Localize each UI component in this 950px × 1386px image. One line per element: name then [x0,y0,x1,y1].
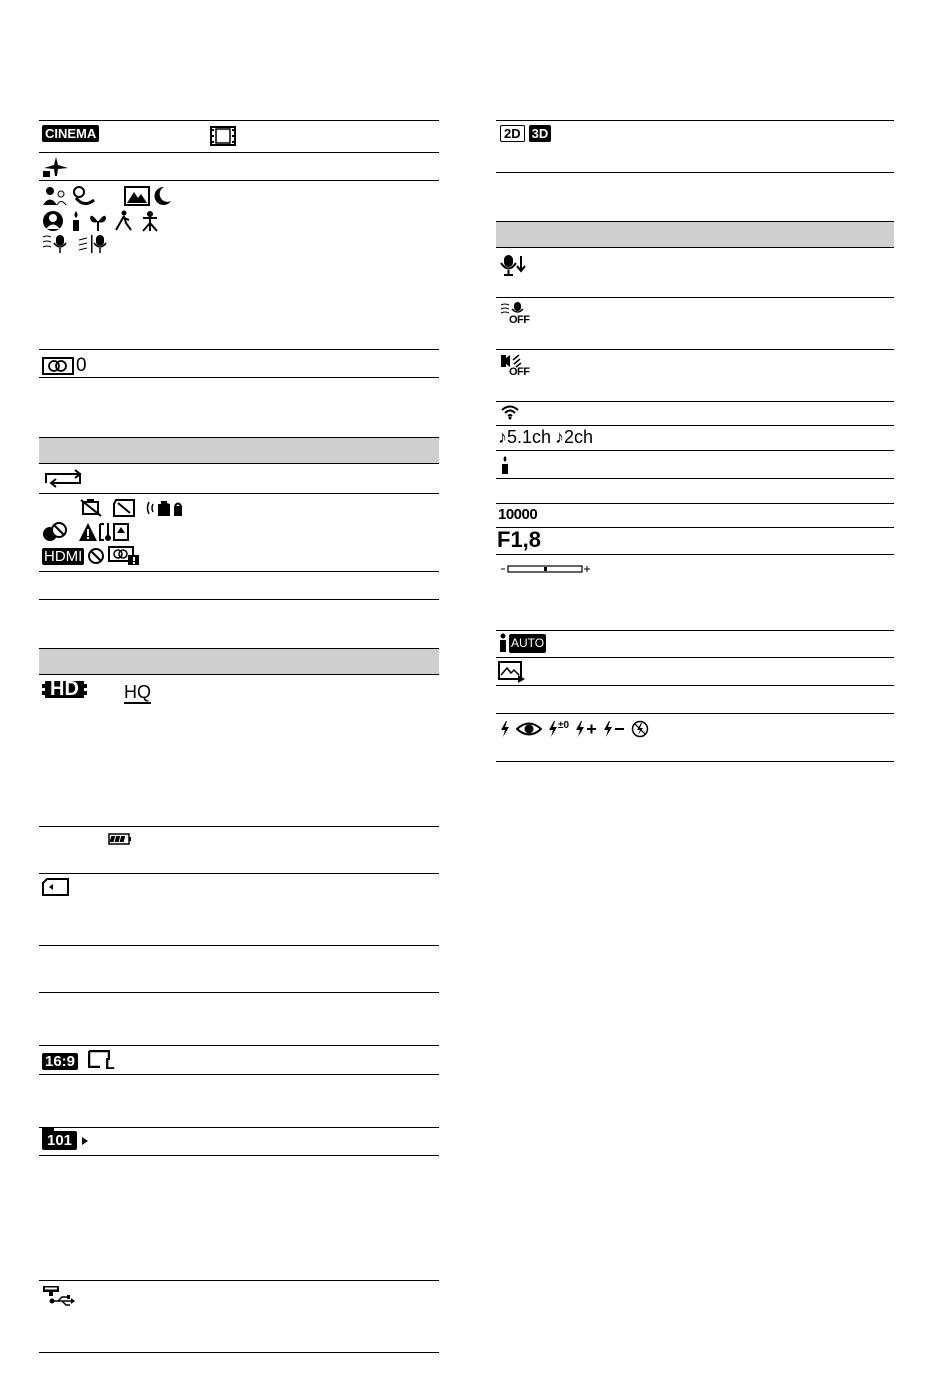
audio-2ch-label: ♪2ch [555,427,594,447]
temp-warn-icon [78,522,140,542]
aspect-icon: 16:9 [42,1053,78,1070]
card-warn-icon [112,499,136,517]
divider [39,873,439,874]
section-header [39,648,439,675]
tripod-icon [140,210,160,232]
divider [39,571,439,572]
wind-mic-icon [42,234,72,254]
divider [496,450,894,451]
divider [496,685,894,686]
divider [496,503,894,504]
warning-icons-row-1 [80,498,184,518]
i-letter-icon [499,633,507,653]
divider [496,554,894,555]
auto-badge: AUTO [509,634,546,653]
sports-icon [114,210,134,232]
aspect-size-row [42,1050,118,1072]
depth-warn-icon [108,546,140,566]
image-adjust-icon [498,661,526,683]
film-strip-icon [210,126,236,146]
voice-mic-icon [78,234,110,254]
color-warn-icon [42,522,68,542]
wind-noise-off-icon: OFF [500,302,530,326]
divider [39,1127,439,1128]
audio-channels-row [498,427,593,448]
flash-icon [500,720,510,738]
divider [39,152,439,153]
media-card-icon [42,878,70,896]
2d-3d-row [500,125,551,142]
divider [496,401,894,402]
baby-icon [72,186,96,206]
divider [39,120,439,121]
section-header [39,437,439,464]
shake-warn-icon [146,498,184,518]
divider [496,630,894,631]
2d-icon: 2D [500,125,525,142]
divider [39,992,439,993]
candle-icon [500,455,510,475]
night-icon [154,186,172,206]
mic-level-icon [500,254,526,276]
divider [496,172,894,173]
shutter-speed-row [498,506,537,523]
usb-icon [42,1285,76,1307]
divider [39,1045,439,1046]
macro-icon [88,210,108,232]
divider [39,1280,439,1281]
exposure-scale-icon [500,562,592,576]
divider [39,945,439,946]
hq-quality-icon: HQ [124,682,151,702]
red-eye-icon [516,720,542,738]
landscape-icon [124,186,150,206]
divider [39,599,439,600]
divider [496,120,894,121]
divider [39,1352,439,1353]
flash-off-icon [631,720,649,738]
3d-icon: 3D [529,125,552,142]
hd-quality-icon: HD [42,681,87,698]
divider [496,349,894,350]
flash-icons-row [500,720,649,738]
divider [39,349,439,350]
aperture-value: F1,8 [497,527,542,552]
airplane-icon [42,156,70,178]
cinema-icon: CINEMA [42,125,99,142]
divider [496,527,894,528]
divider [39,180,439,181]
wifi-icon [500,404,520,420]
warning-icons-row-2 [42,522,140,542]
divider [496,761,894,762]
cinema-row [42,125,99,142]
divider [39,1155,439,1156]
audio-51ch-label: ♪5.1ch [498,427,552,447]
warning-icons-row-3 [42,546,140,566]
divider [496,713,894,714]
divider [496,657,894,658]
divider [39,377,439,378]
divider [496,478,894,479]
folder-row [42,1131,89,1150]
flash-level-zero: ±0 [548,720,569,738]
battery-warn-icon [80,499,102,517]
section-header [496,221,894,248]
divider [39,1074,439,1075]
hdmi-icon: HDMI [44,547,83,565]
flash-minus-icon [603,720,625,738]
scene-icons-row-1 [42,186,172,206]
repeat-icon [42,469,84,489]
mic-ref-off-icon: OFF [500,354,530,378]
3d-depth-row [42,355,87,377]
divider [496,425,894,426]
prohibit-icon [87,547,105,565]
candle-icon [70,210,82,232]
divider [39,493,439,494]
spotlight-icon [42,210,64,232]
depth-icon [42,357,74,375]
divider [39,826,439,827]
battery-icon [108,833,132,845]
divider [496,297,894,298]
intelligent-auto-row [499,633,546,653]
play-arrow-icon [81,1136,89,1146]
portrait-icon [42,186,68,206]
image-size-icon: L [88,1050,118,1072]
scene-icons-row-3 [42,234,110,254]
flash-plus-icon [575,720,597,738]
depth-value: 0 [76,355,87,376]
folder-icon: 101 [42,1131,77,1150]
aperture-row [497,527,541,553]
scene-icons-row-2 [42,210,160,232]
shutter-speed-value: 10000 [498,506,538,523]
